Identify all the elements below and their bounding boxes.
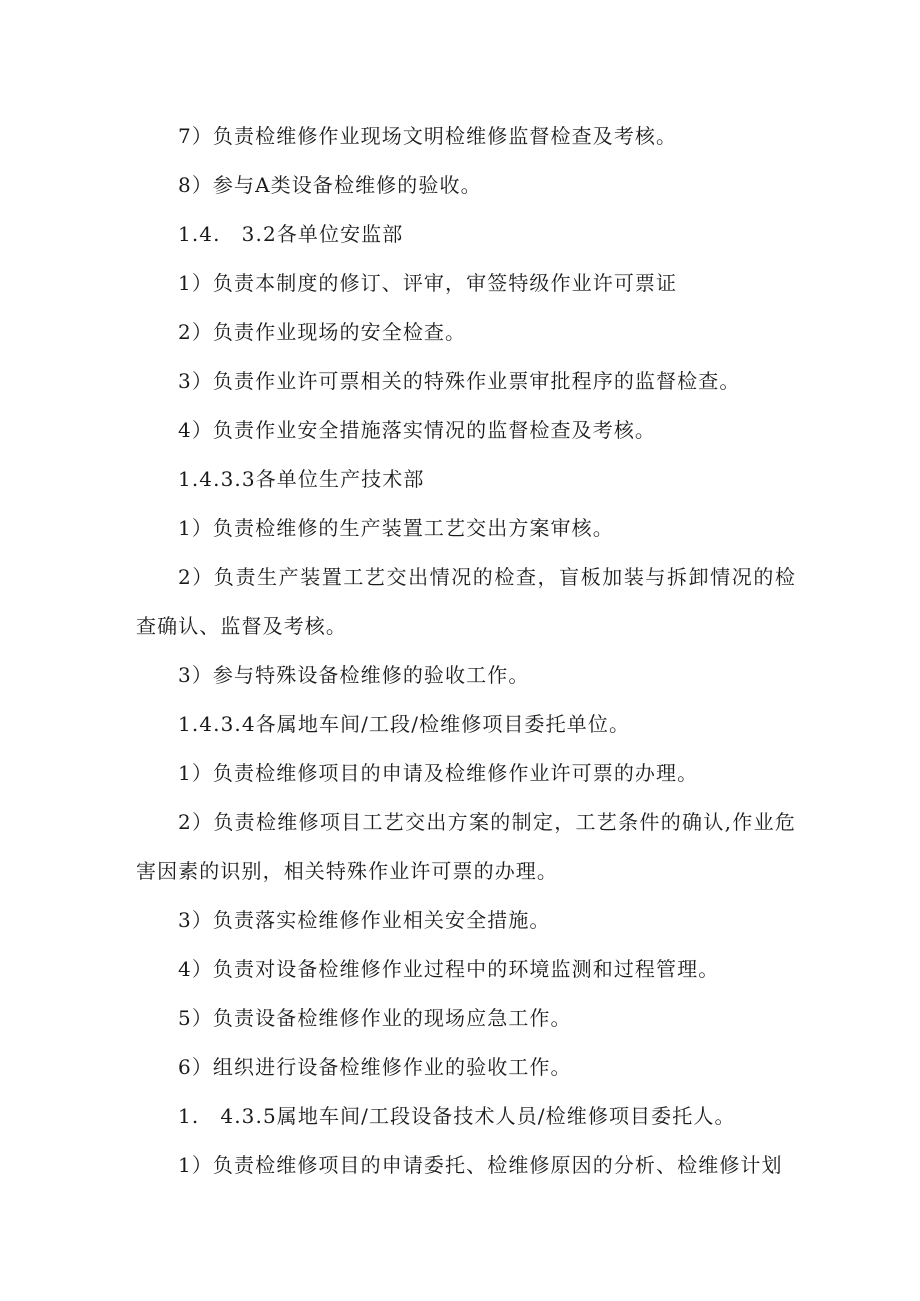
paragraph: 2）负责作业现场的安全检查。 <box>178 320 467 344</box>
section-heading: 1. 4.3.5属地车间/工段设备技术人员/检维修项目委托人。 <box>178 1104 736 1128</box>
paragraph: 1）负责检维修项目的申请及检维修作业许可票的办理。 <box>178 761 699 785</box>
paragraph: 5）负责设备检维修作业的现场应急工作。 <box>178 1006 572 1030</box>
paragraph: 4）负责作业安全措施落实情况的监督检查及考核。 <box>178 418 657 442</box>
document-body <box>136 112 796 1190</box>
paragraph: 4）负责对设备检维修作业过程中的环境监测和过程管理。 <box>178 957 720 981</box>
paragraph: 8）参与A类设备检维修的验收。 <box>178 173 482 197</box>
paragraph: 3）负责作业许可票相关的特殊作业票审批程序的监督检查。 <box>178 369 741 393</box>
section-heading: 1.4. 3.2各单位安监部 <box>178 222 404 246</box>
section-heading: 1.4.3.3各单位生产技术部 <box>178 467 425 491</box>
paragraph: 1）负责检维修的生产装置工艺交出方案审核。 <box>178 516 614 540</box>
paragraph: 2）负责检维修项目工艺交出方案的制定，工艺条件的确认,作业危害因素的识别，相关特殊作业许可票的办理。 <box>136 810 796 883</box>
paragraph: 3）参与特殊设备检维修的验收工作。 <box>178 663 530 687</box>
paragraph: 1）负责检维修项目的申请委托、检维修原因的分析、检维修计划 <box>178 1153 783 1177</box>
section-heading: 1.4.3.4各属地车间/工段/检维修项目委托单位。 <box>178 712 631 736</box>
paragraph: 1）负责本制度的修订、评审，审签特级作业许可票证 <box>178 271 678 295</box>
paragraph: 3）负责落实检维修作业相关安全措施。 <box>178 908 551 932</box>
paragraph: 6）组织进行设备检维修作业的验收工作。 <box>178 1055 572 1079</box>
paragraph: 2）负责生产装置工艺交出情况的检查，盲板加装与拆卸情况的检查确认、监督及考核。 <box>136 565 796 638</box>
paragraph: 7）负责检维修作业现场文明检维修监督检查及考核。 <box>178 124 678 148</box>
